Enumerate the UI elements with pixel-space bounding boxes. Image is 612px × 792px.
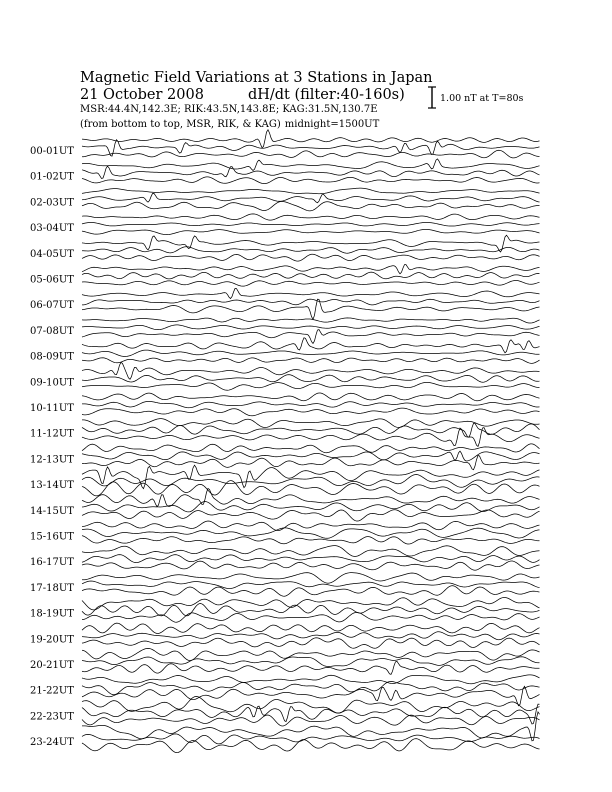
midnight-text: midnight=1500UT <box>284 119 380 130</box>
trace-rik <box>82 451 540 461</box>
hour-label: 14-15UT <box>30 505 74 517</box>
trace-msr <box>82 428 540 447</box>
hour-row <box>30 159 540 184</box>
quantity-text: dH/dt (filter:40-160s) <box>247 87 405 103</box>
trace-msr <box>82 229 540 234</box>
trace-kag <box>82 393 540 401</box>
trace-rik <box>82 502 540 512</box>
trace-rik <box>82 632 540 640</box>
hour-row <box>30 573 540 597</box>
trace-kag <box>82 696 540 713</box>
trace-msr <box>82 254 540 261</box>
trace-kag <box>82 289 540 299</box>
hour-label: 07-08UT <box>30 325 74 337</box>
trace-rik <box>82 272 540 279</box>
trace-rik <box>82 604 540 616</box>
hour-label: 13-14UT <box>30 480 74 492</box>
trace-kag <box>82 573 540 584</box>
hour-row <box>30 235 540 261</box>
hour-label: 00-01UT <box>30 146 74 157</box>
hour-row <box>30 675 540 706</box>
hour-label: 01-02UT <box>30 171 74 183</box>
hour-row <box>30 393 540 416</box>
hour-row <box>30 214 540 235</box>
trace-rik <box>82 401 540 407</box>
trace-msr <box>82 661 540 674</box>
hour-label: 05-06UT <box>30 274 74 286</box>
hour-row <box>30 318 540 344</box>
trace-msr <box>82 715 540 726</box>
trace-msr <box>82 382 540 390</box>
trace-msr <box>82 686 540 705</box>
trace-msr <box>82 455 540 469</box>
trace-msr <box>82 536 540 544</box>
hour-label: 16-17UT <box>30 557 74 569</box>
hour-label: 08-09UT <box>30 351 74 363</box>
trace-rik <box>82 555 540 563</box>
trace-rik <box>82 299 540 305</box>
hour-row <box>30 362 540 390</box>
hour-row <box>30 623 540 648</box>
trace-rik <box>82 734 540 744</box>
hour-label: 02-03UT <box>30 197 74 209</box>
hour-label: 19-20UT <box>30 634 74 646</box>
trace-msr <box>82 330 540 344</box>
hour-label: 10-11UT <box>30 403 74 414</box>
order-text: (from bottom to top, MSR, RIK, & KAG) <box>80 119 281 130</box>
hour-row <box>30 696 540 726</box>
trace-kag <box>82 159 540 171</box>
trace-msr <box>82 586 540 597</box>
hour-label: 21-22UT <box>30 685 74 697</box>
trace-rik <box>82 247 540 254</box>
trace-msr <box>82 280 540 286</box>
trace-msr <box>82 177 540 184</box>
hour-label: 18-19UT <box>30 608 74 620</box>
trace-rik <box>82 325 540 330</box>
scale-bar-label: 1.00 nT at T=80s <box>440 93 524 104</box>
trace-rik <box>82 222 540 226</box>
hour-label: 12-13UT <box>30 454 74 466</box>
trace-kag <box>82 648 540 660</box>
hour-row <box>30 521 540 544</box>
hour-row <box>30 265 540 287</box>
trace-msr <box>82 510 540 521</box>
trace-kag <box>82 623 540 633</box>
hour-row <box>30 444 540 470</box>
trace-msr <box>82 638 540 649</box>
trace-rik <box>82 528 540 538</box>
hour-label: 20-21UT <box>30 660 74 671</box>
hour-row <box>30 546 540 571</box>
hour-label: 17-18UT <box>30 582 74 594</box>
hour-row <box>30 465 540 496</box>
hour-label: 23-24UT <box>30 737 74 749</box>
trace-kag <box>82 265 540 274</box>
trace-rik <box>82 350 540 356</box>
hour-row <box>30 188 540 211</box>
trace-kag <box>82 444 540 453</box>
trace-kag <box>82 712 540 741</box>
chart-title: Magnetic Field Variations at 3 Stations in Japan <box>80 70 433 86</box>
trace-msr <box>82 561 540 570</box>
hour-row <box>30 419 540 447</box>
trace-kag <box>82 521 540 531</box>
trace-kag <box>82 235 540 252</box>
trace-kag <box>82 597 540 609</box>
trace-kag <box>82 214 540 220</box>
trace-msr <box>82 612 540 622</box>
trace-kag <box>82 130 540 148</box>
trace-msr <box>82 201 540 210</box>
hour-label: 04-05UT <box>30 248 74 260</box>
hour-label: 22-23UT <box>30 711 74 723</box>
trace-rik <box>82 193 540 202</box>
hour-label: 11-12UT <box>30 428 74 440</box>
trace-msr <box>82 150 540 158</box>
hour-row <box>30 338 540 364</box>
trace-kag <box>82 318 540 323</box>
hour-label: 15-16UT <box>30 531 74 543</box>
hour-row <box>30 648 540 674</box>
hour-row <box>30 597 540 622</box>
hour-row <box>30 130 540 158</box>
trace-msr <box>82 739 540 753</box>
scale-bar-icon <box>428 87 436 108</box>
trace-msr <box>82 358 540 364</box>
hour-row <box>30 488 540 521</box>
trace-rik <box>82 657 540 667</box>
date-text: 21 October 2008 <box>80 87 204 103</box>
trace-rik <box>82 423 540 437</box>
trace-msr <box>82 408 540 416</box>
trace-kag <box>82 546 540 557</box>
trace-kag <box>82 419 540 428</box>
hour-label: 09-10UT <box>30 377 74 389</box>
hour-row <box>30 289 540 320</box>
hour-label: 06-07UT <box>30 300 74 312</box>
trace-kag <box>82 188 540 194</box>
stations-text: MSR:44.4N,142.3E; RIK:43.5N,143.8E; KAG:31.5N,130.7E <box>80 104 378 115</box>
trace-rik <box>82 375 540 383</box>
hour-label: 03-04UT <box>30 223 74 235</box>
trace-rik <box>82 581 540 589</box>
